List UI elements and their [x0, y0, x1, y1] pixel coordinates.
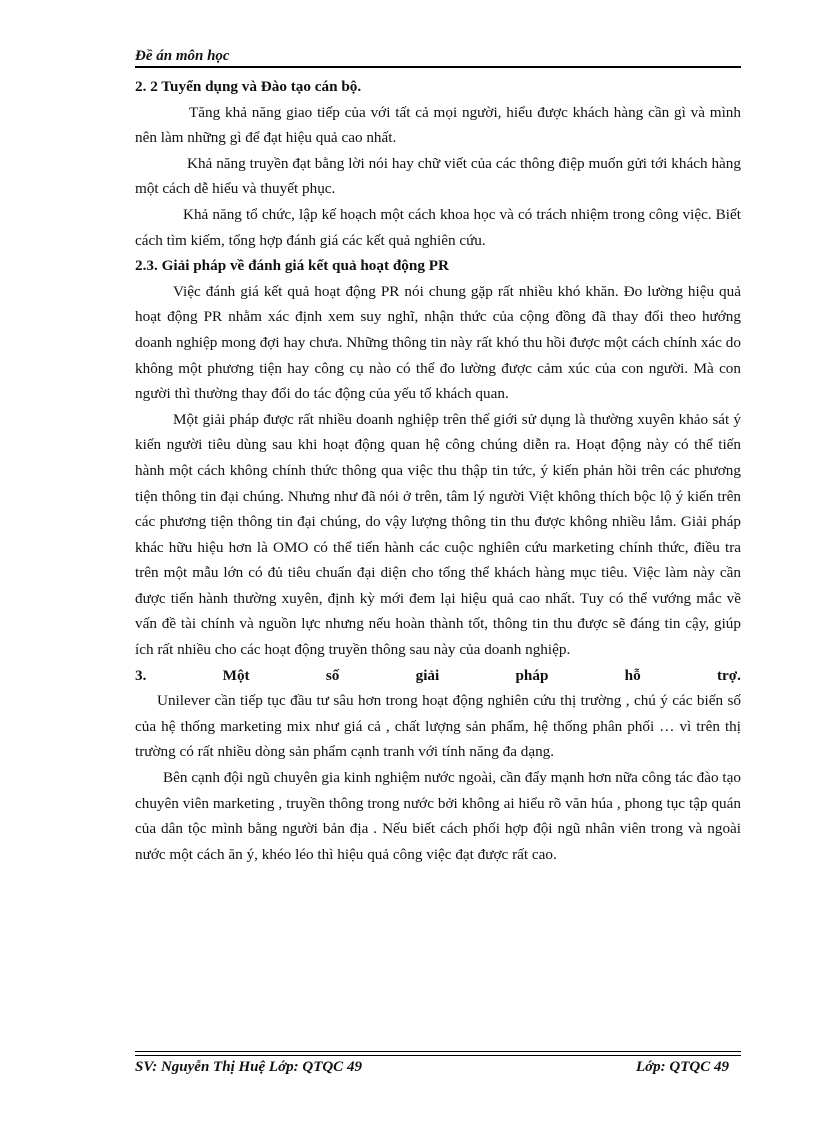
paragraph: Một giải pháp được rất nhiều doanh nghiệp trên thế giới sử dụng là thường xuyên khảo sát ý kiến người tiêu dùng sau khi hoạt động quan hệ công chúng diễn ra. Hoạt động này có thể tiến hành một cách không chính thức thông qua việc thu thập tin tức, ý kiến phản hồi trên các phương tiện thông tin đại chúng. Nhưng như đã nói ở trên, tâm lý người Việt không thích bộc lộ ý kiến trên các phương tiện thông tin đại chúng, do vậy lượng thông tin thu được không nhiều lắm. Giải pháp khác hữu hiệu hơn là OMO có thể tiến hành các cuộc nghiên cứu marketing chính thức, điều tra trên một mẫu lớn có đủ tiêu chuẩn đại diện cho tổng thể khách hàng mục tiêu. Việc làm này cần được tiến hành thường xuyên, định kỳ mới đem lại hiệu quả cao nhất. Tuy có thể vướng mắc về vấn đề tài chính và nguồn lực nhưng nếu hoàn thành tốt, thông tin thu được sẽ đáng tin cậy, giúp ích rất nhiều cho các hoạt động truyền thông sau này của doanh nghiệp. — [135, 410, 741, 659]
paragraph: Unilever cần tiếp tục đầu tư sâu hơn trong hoạt động nghiên cứu thị trường , chú ý các biến số của hệ thống marketing mix như giá cả , chất lượng sản phẩm, hệ thống phân phối … vì trên thị trường có rất nhiều dòng sản phẩm cạnh tranh với tính năng đa dạng. — [135, 692, 741, 761]
footer-rule — [135, 1055, 741, 1056]
paragraph: Khả năng tổ chức, lập kế hoạch một cách khoa học và có trách nhiệm trong công việc. Biết cách tìm kiếm, tổng hợp đánh giá các kết quả nghiên cứu. — [135, 205, 741, 249]
heading-word: pháp — [515, 666, 549, 684]
header-title: Đề án môn học — [135, 48, 230, 64]
paragraph: Việc đánh giá kết quả hoạt động PR nói chung gặp rất nhiều khó khăn. Đo lường hiệu quả hoạt động PR nhằm xác định xem suy nghĩ, nhận thức của cộng đồng đã thay đổi theo hướng doanh nghiệp mong đợi hay chưa. Những thông tin này rất khó thu hồi được một cách chính xác do không một phương tiện hay công cụ nào có thể đo lường được cảm xúc của con người. Mà con người thì thường thay đổi do tác động của yếu tố khách quan. — [135, 282, 741, 403]
section-heading-2-2: 2. 2 Tuyển dụng và Đào tạo cán bộ. — [135, 78, 362, 95]
page-footer — [135, 1059, 741, 1079]
paragraph: Bên cạnh đội ngũ chuyên gia kinh nghiệm nước ngoài, cần đẩy mạnh hơn nữa công tác đào tạo chuyên viên marketing , truyền thông trong nước bởi không ai hiểu rõ văn húa , phong tục tập quán của dân tộc mình bằng người bản địa . Nếu biết cách phối hợp đội ngũ nhân viên trong và ngoài nước một cách ăn ý, khéo léo thì hiệu quả công việc đạt được rất cao. — [135, 769, 741, 863]
section-heading-2-3: 2.3. Giải pháp về đánh giá kết quả hoạt động PR — [135, 257, 449, 275]
heading-word: hỗ — [624, 666, 641, 684]
heading-word: Một — [222, 666, 250, 684]
section-heading-3 — [135, 663, 741, 689]
heading-word: giải — [415, 666, 440, 684]
footer-class: Lớp: QTQC 49 — [635, 1059, 729, 1075]
paragraph: Tăng khả năng giao tiếp của với tất cả mọi người, hiểu được khách hàng cần gì và mình nên làm những gì để đạt hiệu quả cao nhất. — [135, 103, 741, 147]
page-header — [135, 48, 741, 68]
heading-word: trợ. — [716, 666, 741, 684]
footer-rule — [135, 1051, 741, 1052]
document-body — [135, 74, 741, 867]
header-rule — [135, 66, 741, 68]
heading-word: 3. — [135, 666, 147, 684]
paragraph: Khả năng truyền đạt bằng lời nói hay chữ viết của các thông điệp muốn gửi tới khách hàng một cách dễ hiểu và thuyết phục. — [135, 154, 741, 198]
footer-student: SV: Nguyễn Thị Huệ Lớp: QTQC 49 — [135, 1059, 362, 1075]
heading-word: số — [325, 666, 340, 684]
